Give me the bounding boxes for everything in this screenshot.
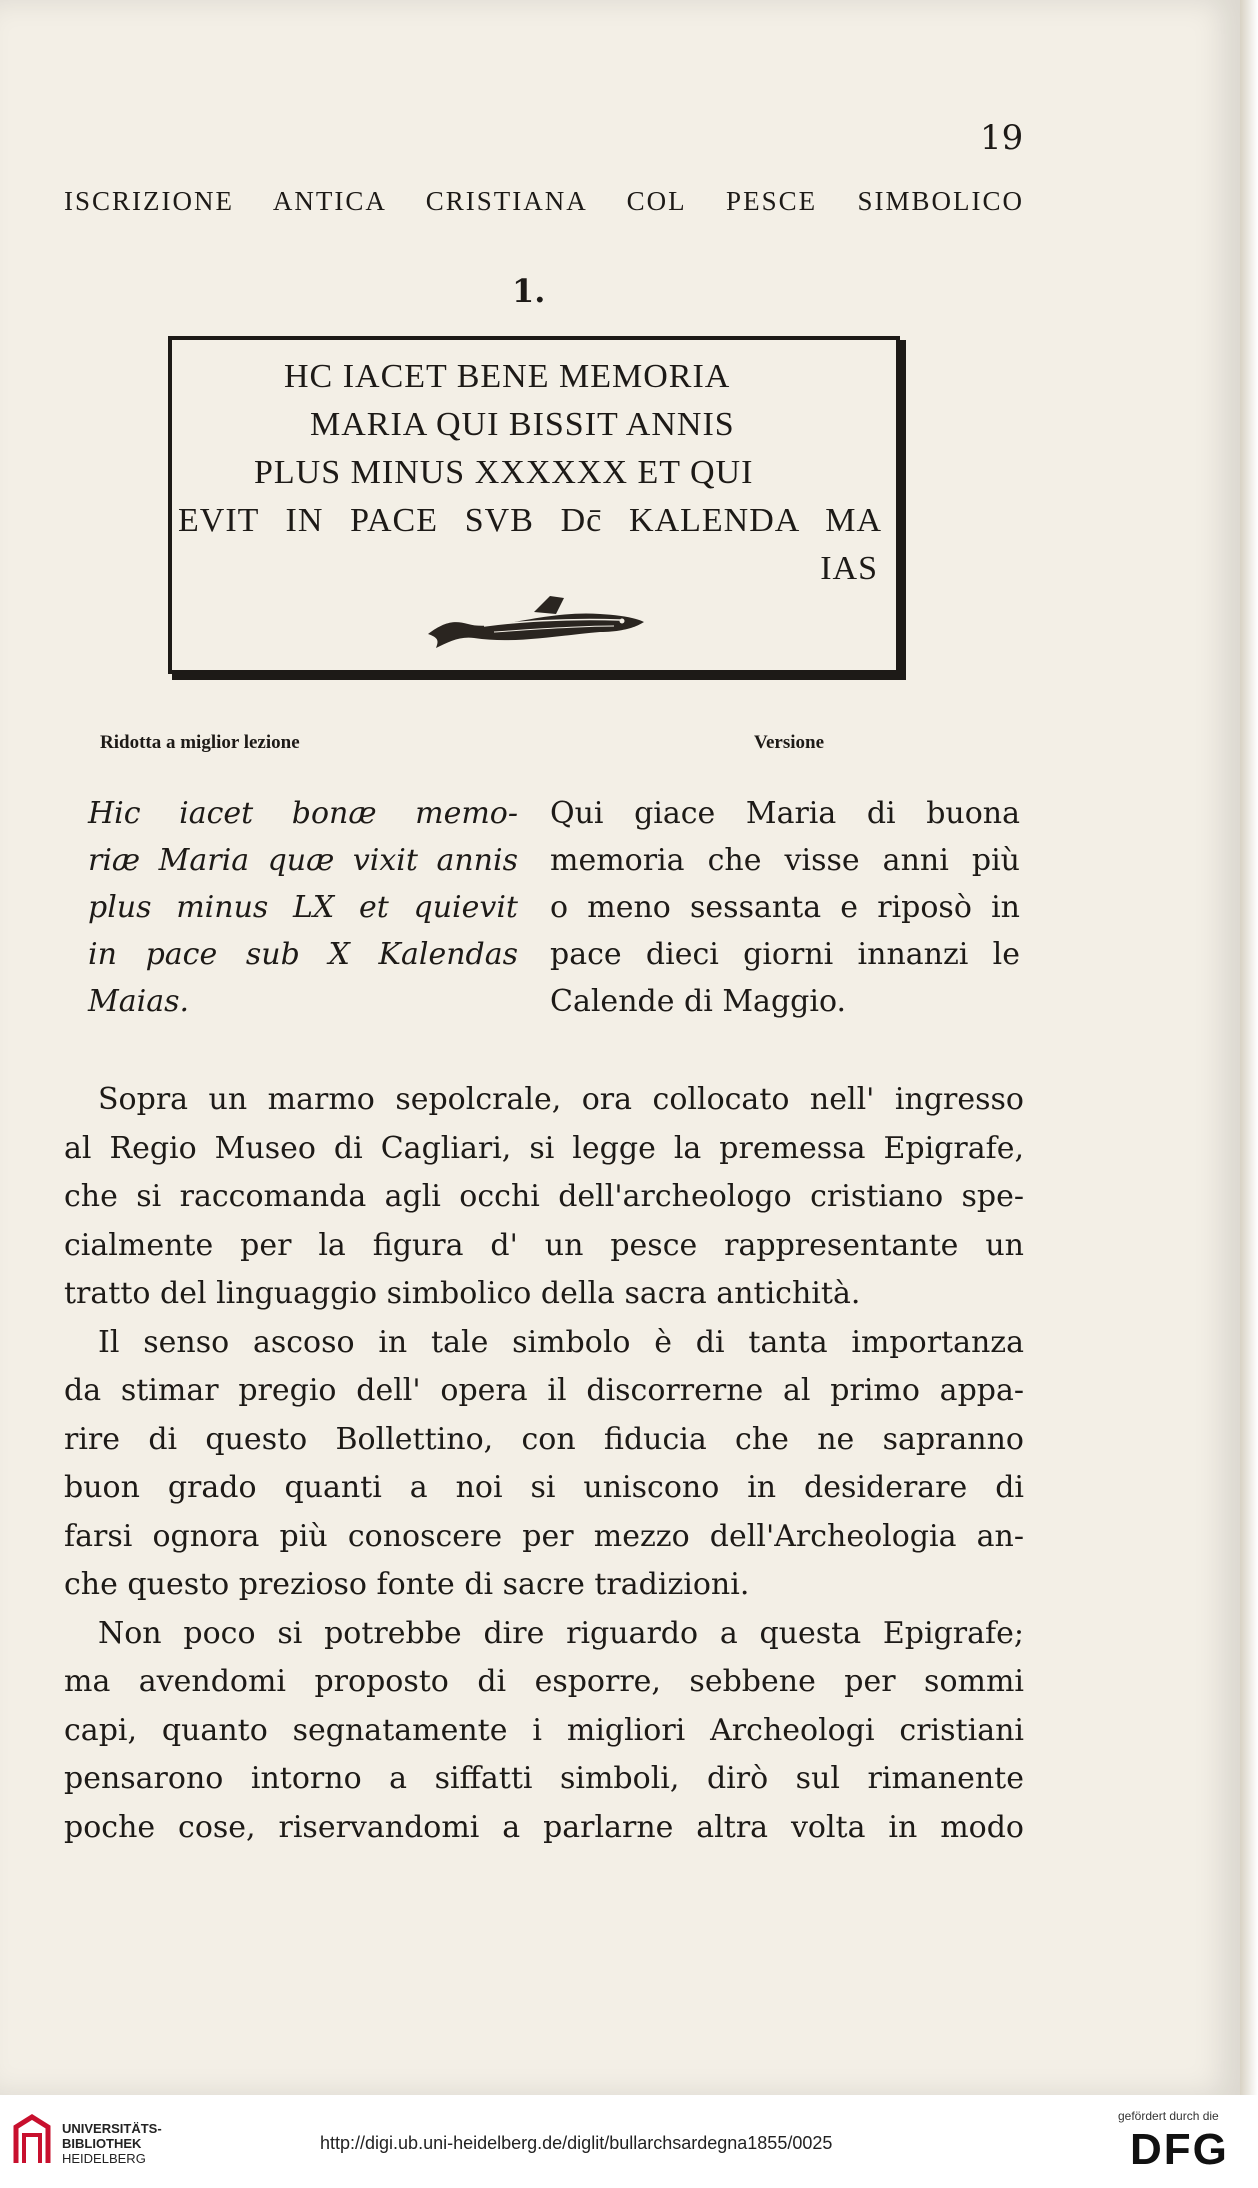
dfg-logo: DFG xyxy=(1130,2125,1229,2174)
body-line: capi, quanto segnatamente i migliori Archeologi cristiani xyxy=(64,1712,1024,1748)
library-name xyxy=(62,2121,162,2166)
section-number: 1. xyxy=(512,272,546,310)
reading-line: Hic iacet bonæ memo- xyxy=(88,796,518,831)
library-line: UNIVERSITÄTS- xyxy=(62,2121,162,2136)
page-edge xyxy=(1240,0,1258,2095)
body-line: Il senso ascoso in tale simbolo è di tanta importanza xyxy=(98,1324,1024,1360)
box-shadow-rail xyxy=(900,340,906,680)
reading-label: Ridotta a miglior lezione xyxy=(100,732,300,753)
body-line: pensarono intorno a siffatti simboli, dirò sul rimanente xyxy=(64,1761,1024,1796)
body-text xyxy=(64,1076,1024,1852)
library-line: BIBLIOTHEK xyxy=(62,2136,142,2151)
inscription-line: EVIT IN PACE SVB Dc̄ KALENDA MA xyxy=(178,502,882,539)
body-line: da stimar pregio dell' opera il discorrerne al primo appa- xyxy=(64,1373,1024,1408)
body-line: ma avendomi proposto di esporre, sebbene per sommi xyxy=(64,1664,1024,1699)
translation-label: Versione xyxy=(754,732,825,753)
body-line: Non poco si potrebbe dire riguardo a questa Epigrafe; xyxy=(98,1615,1024,1651)
permalink[interactable]: http://digi.ub.uni-heidelberg.de/diglit/bullarchsardegna1855/0025 xyxy=(320,2133,833,2153)
body-line: tratto del linguaggio simbolico della sacra antichità. xyxy=(64,1276,861,1311)
reading-line: plus minus LX et quievit xyxy=(88,890,518,925)
body-line: cialmente per la figura d' un pesce rappresentante un xyxy=(64,1227,1024,1263)
body-line: che questo prezioso fonte di sacre tradizioni. xyxy=(64,1567,750,1602)
inscription-line: PLUS MINUS XXXXXX ET QUI xyxy=(254,454,754,491)
viewer-footer xyxy=(0,2095,1258,2188)
body-line: farsi ognora più conoscere per mezzo dell'Archeologia an- xyxy=(64,1518,1024,1554)
translation-line: o meno sessanta e riposò in xyxy=(550,890,1020,925)
reading-line: Maias. xyxy=(88,984,190,1019)
library-logo-icon xyxy=(12,2113,52,2167)
fish-icon xyxy=(424,592,648,652)
latin-reading xyxy=(88,790,518,1025)
translation-line: memoria che visse anni più xyxy=(550,843,1020,878)
inscription-box xyxy=(168,336,900,674)
page-number: 19 xyxy=(980,118,1024,158)
sponsor-caption: gefördert durch die xyxy=(1118,2109,1219,2123)
inscription-line: HC IACET BENE MEMORIA xyxy=(284,358,731,395)
inscription-line: MARIA QUI BISSIT ANNIS xyxy=(310,406,735,443)
article-heading: ISCRIZIONE ANTICA CRISTIANA COL PESCE SIMBOLICO xyxy=(64,186,1024,216)
body-line: rire di questo Bollettino, con fiducia che ne sapranno xyxy=(64,1421,1024,1457)
translation-line: Calende di Maggio. xyxy=(550,984,847,1019)
body-line: Sopra un marmo sepolcrale, ora collocato nell' ingresso xyxy=(98,1082,1024,1117)
body-line: al Regio Museo di Cagliari, si legge la premessa Epigrafe, xyxy=(64,1130,1024,1166)
body-line: che si raccomanda agli occhi dell'archeologo cristiano spe- xyxy=(64,1179,1024,1214)
body-line: poche cose, riservandomi a parlarne altra volta in modo xyxy=(64,1809,1024,1845)
translation-line: pace dieci giorni innanzi le xyxy=(550,937,1020,972)
library-line: HEIDELBERG xyxy=(62,2151,146,2166)
reading-line: riæ Maria quæ vixit annis xyxy=(88,843,518,878)
translation-line: Qui giace Maria di buona xyxy=(550,796,1020,831)
italian-translation xyxy=(550,790,1020,1025)
body-line: buon grado quanti a noi si uniscono in desiderare di xyxy=(64,1470,1024,1505)
inscription-line: IAS xyxy=(820,550,878,587)
reading-line: in pace sub X Kalendas xyxy=(88,937,518,972)
